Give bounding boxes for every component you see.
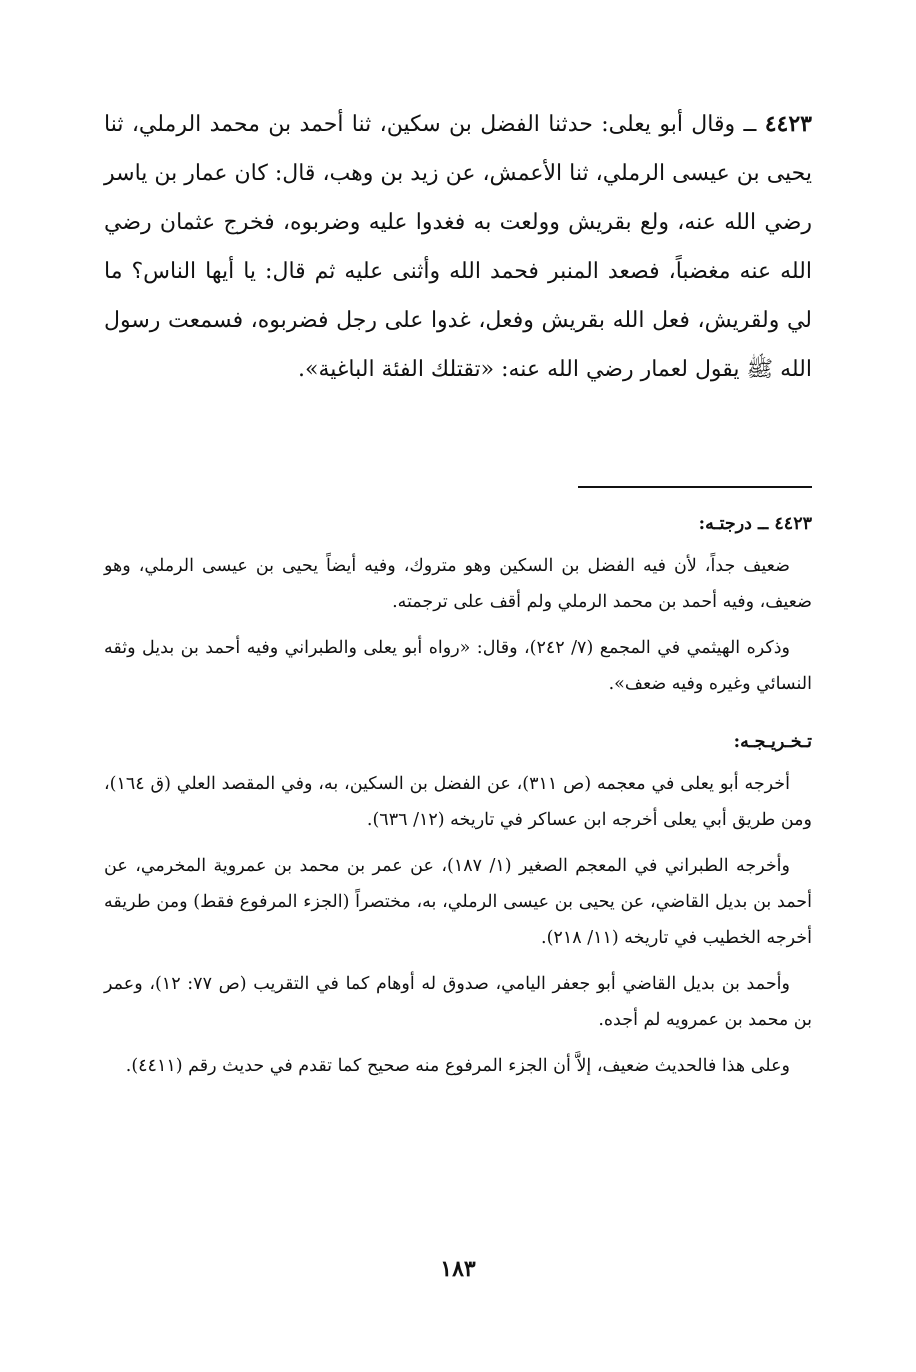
takhrij-heading: تـخـريـجـه:: [733, 732, 812, 752]
takhrij-paragraph: أخرجه أبو يعلى في معجمه (ص ٣١١)، عن الفضل بن السكين، به، وفي المقصد العلي (ق ١٦٤)، ومن طريق أبي يعلى أخرجه ابن عساكر في تاريخه (١٢/ ٦٣٦).: [104, 774, 812, 830]
footnote-separator: [578, 486, 812, 488]
grade-paragraph: وذكره الهيثمي في المجمع (٧/ ٢٤٢)، وقال: «رواه أبو يعلى والطبراني وفيه أحمد بن بديل وثقه النسائي وغيره وفيه ضعف».: [104, 638, 812, 694]
hadith-body: ــ وقال أبو يعلى: حدثنا الفضل بن سكين، ثنا أحمد بن محمد الرملي، ثنا يحيى بن عيسى الرملي، ثنا الأعمش، عن زيد بن وهب، قال: كان عمار بن ياسر رضي الله عنه، ولع بقريش وولعت به فغدوا عليه وضربوه، فخرج عثمان رضي الله عنه مغضباً، فصعد المنبر فحمد الله وأثنى عليه ثم قال: يا أيها الناس؟ ما لي ولقريش، فعل الله بقريش وفعل، غدوا على رجل فضربوه، فسمعت رسول الله ﷺ يقول لعمار رضي الله عنه: «تقتلك الفئة الباغية».: [104, 112, 812, 382]
hadith-text-block: [104, 100, 812, 394]
footnotes-section: [104, 506, 812, 1094]
takhrij-paragraph: وعلى هذا فالحديث ضعيف، إلاَّ أن الجزء المرفوع منه صحيح كما تقدم في حديث رقم (٤٤١١).: [125, 1056, 790, 1076]
grade-heading: ٤٤٢٣ ــ درجتـه:: [698, 514, 812, 534]
page-number: ١٨٣: [440, 1256, 476, 1282]
grade-paragraph: ضعيف جداً، لأن فيه الفضل بن السكين وهو متروك، وفيه أيضاً يحيى بن عيسى الرملي، وهو ضعيف، وفيه أحمد بن محمد الرملي ولم أقف على ترجمته.: [104, 556, 812, 612]
hadith-number: ٤٤٢٣: [764, 111, 812, 137]
takhrij-paragraph: وأخرجه الطبراني في المعجم الصغير (١/ ١٨٧)، عن عمر بن محمد بن عمروية المخرمي، عن أحمد بن بديل القاضي، عن يحيى بن عيسى الرملي، به، مختصراً (الجزء المرفوع فقط) ومن طريقه أخرجه الخطيب في تاريخه (١١/ ٢١٨).: [104, 856, 812, 948]
takhrij-paragraph: وأحمد بن بديل القاضي أبو جعفر اليامي، صدوق له أوهام كما في التقريب (ص ٧٧: ١٢)، وعمر بن محمد بن عمرويه لم أجده.: [104, 974, 812, 1030]
